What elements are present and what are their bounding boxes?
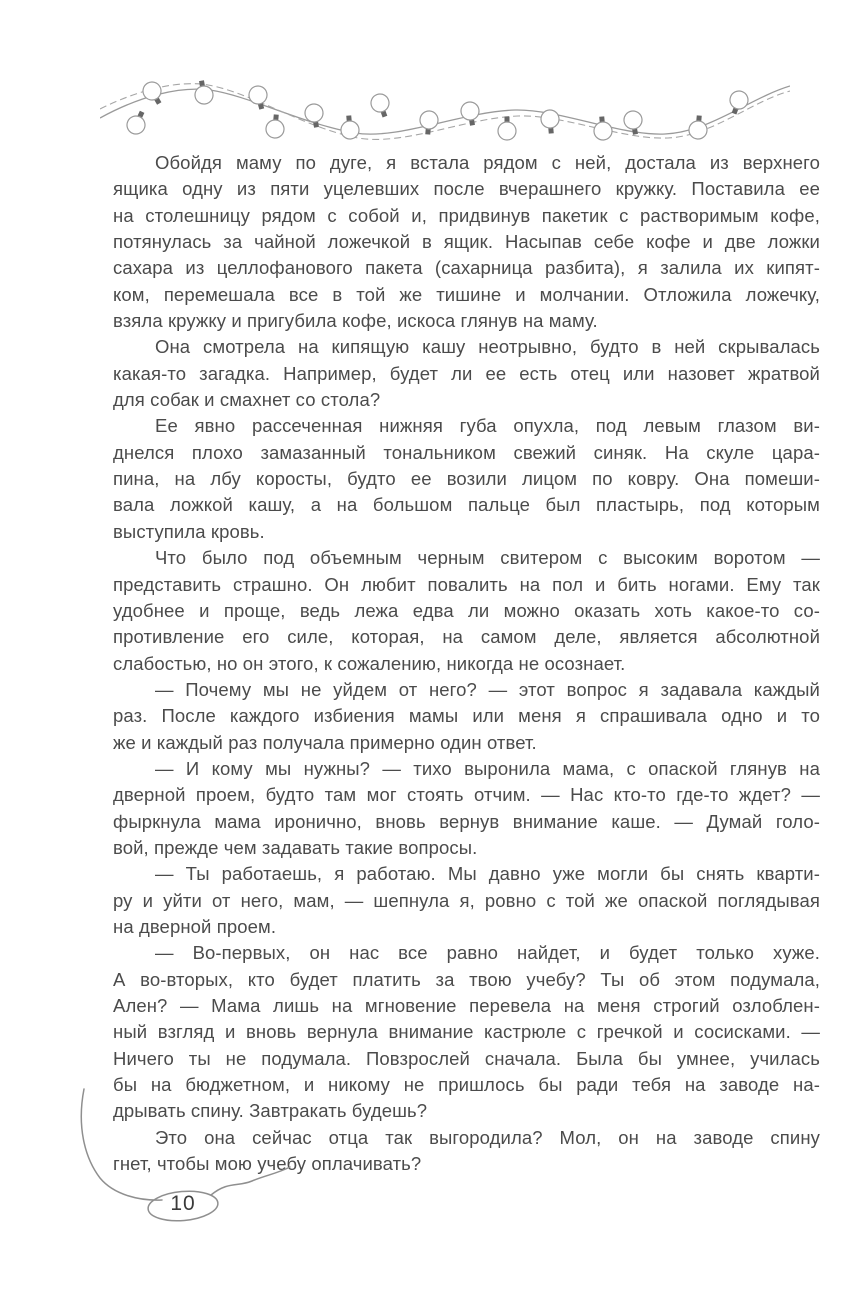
text-line: же и каждый раз получала примерно один ответ. <box>113 731 537 753</box>
text-line: противление его силе, которая, на самом деле, является абсолютной <box>113 626 820 648</box>
text-line: Это она сейчас отца так выгородила? Мол, он на заводе спину <box>155 1126 820 1148</box>
text-line: на дверной проем. <box>113 915 277 937</box>
text-line: представить страшно. Он любит повалить на пол и бить ногами. Ему так <box>113 573 820 595</box>
text-line: гнет, чтобы мою учебу оплачивать? <box>113 1153 422 1175</box>
text-line: бы на бюджетном, и никому не пришлось бы ради тебя на заводе на- <box>113 1074 820 1096</box>
text-line: сахара из целлофанового пакета (сахарница разбита), я залила их кипят- <box>113 257 820 279</box>
text-line: пина, на лбу коросты, будто ее возили лицом по ковру. Она помеши- <box>113 468 820 490</box>
text-line: Она смотрела на кипящую кашу неотрывно, будто в ней скрывалась <box>155 336 820 358</box>
text-line: — И кому мы нужны? — тихо выронила мама, с опаской глянув на <box>155 757 820 779</box>
paragraph <box>113 545 820 677</box>
text-line: Что было под объемным черным свитером с высоким воротом — <box>155 547 820 569</box>
text-line: слабостью, но он этого, к сожалению, никогда не осознает. <box>113 652 626 674</box>
paragraph <box>113 334 820 413</box>
paragraph <box>113 861 820 940</box>
paragraph <box>113 677 820 756</box>
text-line: Ален? — Мама лишь на мгновение перевела на меня строгий озлоблен- <box>113 995 820 1016</box>
text-line: раз. После каждого избиения мамы или меня я спрашивала одно и то <box>113 705 820 727</box>
paragraph <box>113 150 820 334</box>
text-line: дверной проем, будто там мог стоять отчим. — Нас кто-то где-то ждет? — <box>113 784 820 806</box>
text-line: Обойдя маму по дуге, я встала рядом с ней, достала из верхнего <box>155 152 820 173</box>
text-line: Ее явно рассеченная нижняя губа опухла, под левым глазом ви- <box>155 415 820 437</box>
paragraph <box>113 413 820 545</box>
text-line: на столешницу рядом с собой и, придвинув пакетик с растворимым кофе, <box>113 204 820 226</box>
text-line: Ничего ты не подумала. Повзрослей сначала. Была бы умнее, училась <box>113 1047 820 1069</box>
body-text <box>113 150 820 1177</box>
text-line: — Почему мы не уйдем от него? — этот вопрос я задавала каждый <box>155 678 820 700</box>
text-line: ком, перемешала все в той же тишине и молчании. Отложила ложечку, <box>113 283 820 305</box>
page-number: 10 <box>170 1192 196 1215</box>
text-line: А во-вторых, кто будет платить за твою учебу? Ты об этом подумала, <box>113 968 820 990</box>
text-line: ный взгляд и вновь вернула внимание кастрюле с гречкой и сосисками. — <box>113 1021 820 1043</box>
text-line: потянулась за чайной ложечкой в ящик. Насыпав себе кофе и две ложки <box>113 231 820 253</box>
text-line: фыркнула мама иронично, вновь вернув внимание каше. — Думай голо- <box>113 810 820 832</box>
page-number-doodle-icon <box>70 1085 310 1255</box>
text-line: днелся плохо замазанный тональником свежий синяк. На скуле цара- <box>113 441 820 463</box>
text-line: взяла кружку и пригубила кофе, искоса глянув на маму. <box>113 310 598 332</box>
text-line: дрывать спину. Завтракать будешь? <box>113 1100 428 1122</box>
text-line: вала ложкой кашу, а на большом пальце был пластырь, под которым <box>113 494 820 516</box>
text-line: — Ты работаешь, я работаю. Мы давно уже могли бы снять кварти- <box>155 863 820 885</box>
text-line: выступила кровь. <box>113 520 265 542</box>
paragraph <box>113 756 820 861</box>
text-line: — Во-первых, он нас все равно найдет, и будет только хуже. <box>155 942 820 964</box>
text-line: ящика одну из пяти уцелевших после вчерашнего кружку. Поставила ее <box>113 178 820 200</box>
text-line: для собак и смахнет со стола? <box>113 389 381 411</box>
text-line: ру и уйти от него, мам, — шепнула я, ровно с той же опаской поглядывая <box>113 889 820 911</box>
text-line: удобнее и проще, ведь лежа едва ли можно оказать хоть какое-то со- <box>113 599 820 621</box>
text-line: вой, прежде чем задавать такие вопросы. <box>113 836 478 858</box>
text-line: какая-то загадка. Например, будет ли ее есть отец или назовет жратвой <box>113 362 820 384</box>
